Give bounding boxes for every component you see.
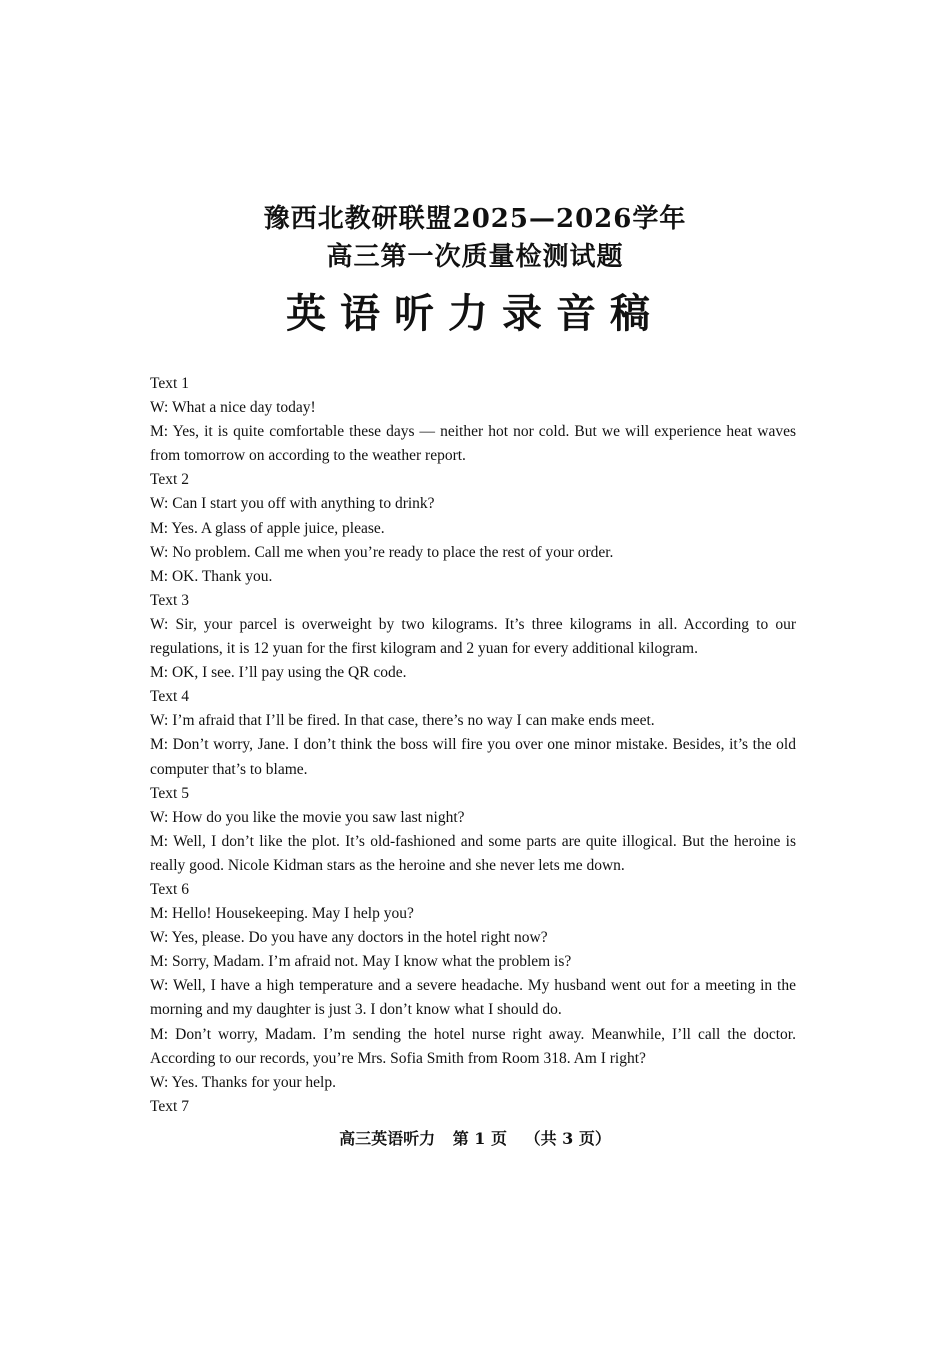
dialogue-line: M: Sorry, Madam. I’m afraid not. May I know what the problem is? (150, 953, 572, 971)
text-heading: Text 3 (150, 591, 189, 609)
text-heading: Text 2 (150, 471, 189, 489)
footer-total-pages: （共 3 页） (524, 1129, 611, 1148)
dialogue-line: W: Sir, your parcel is overweight by two kilograms. It’s three kilograms in all. According to our regulations, it is 12 yuan for the first kilogram and 2 yuan for every additional kilogram. (150, 615, 796, 658)
dialogue-line: W: Can I start you off with anything to drink? (150, 495, 435, 513)
dialogue-line: W: Yes. Thanks for your help. (150, 1073, 336, 1091)
dialogue-line: W: How do you like the movie you saw last night? (150, 808, 465, 826)
exam-title-line1: 豫西北教研联盟2025—2026学年 (263, 204, 687, 234)
dialogue-line: M: Don’t worry, Madam. I’m sending the hotel nurse right away. Meanwhile, I’ll call the doctor. According to our records, you’re Mrs. Sofia Smith from Room 318. Am I right? (150, 1025, 796, 1067)
dialogue-line: W: What a nice day today! (150, 399, 316, 417)
dialogue-line: M: Yes, it is quite comfortable these days — neither hot nor cold. But we will experience heat waves from tomorrow on according to the weather report. (150, 423, 796, 465)
footer-page-number: 第 1 页 (452, 1129, 507, 1148)
text-heading: Text 6 (150, 880, 189, 898)
dialogue-line: W: I’m afraid that I’ll be fired. In that case, there’s no way I can make ends meet. (150, 712, 655, 730)
dialogue-line: M: OK. Thank you. (150, 567, 273, 585)
dialogue-line: M: Well, I don’t like the plot. It’s old-fashioned and some parts are quite illogical. But the heroine is really good. Nicole Kidman stars as the heroine and she never lets me down. (150, 832, 796, 874)
dialogue-line: W: No problem. Call me when you’re ready to place the rest of your order. (150, 543, 614, 561)
footer-subject: 高三英语听力 (339, 1129, 436, 1148)
dialogue-line: W: Yes, please. Do you have any doctors in the hotel right now? (150, 929, 548, 947)
dialogue-line: M: Yes. A glass of apple juice, please. (150, 519, 385, 537)
page-footer (0, 1126, 950, 1149)
dialogue-line: M: OK, I see. I’ll pay using the QR code. (150, 664, 407, 682)
dialogue-line: W: Well, I have a high temperature and a severe headache. My husband went out for a meeting in the morning and my daughter is just 3. I don’t know what I should do. (150, 977, 796, 1019)
dialogue-line: M: Don’t worry, Jane. I don’t think the boss will fire you over one minor mistake. Besides, it’s the old computer that’s to blame. (150, 736, 796, 778)
transcript (150, 372, 796, 1119)
exam-title-line2: 高三第一次质量检测试题 (326, 242, 624, 272)
text-heading: Text 4 (150, 688, 189, 706)
dialogue-line: M: Hello! Housekeeping. May I help you? (150, 905, 414, 923)
text-heading: Text 5 (150, 784, 189, 802)
text-heading: Text 1 (150, 375, 189, 392)
document-title: 英语听力录音稿 (286, 290, 664, 337)
text-heading: Text 7 (150, 1097, 189, 1115)
